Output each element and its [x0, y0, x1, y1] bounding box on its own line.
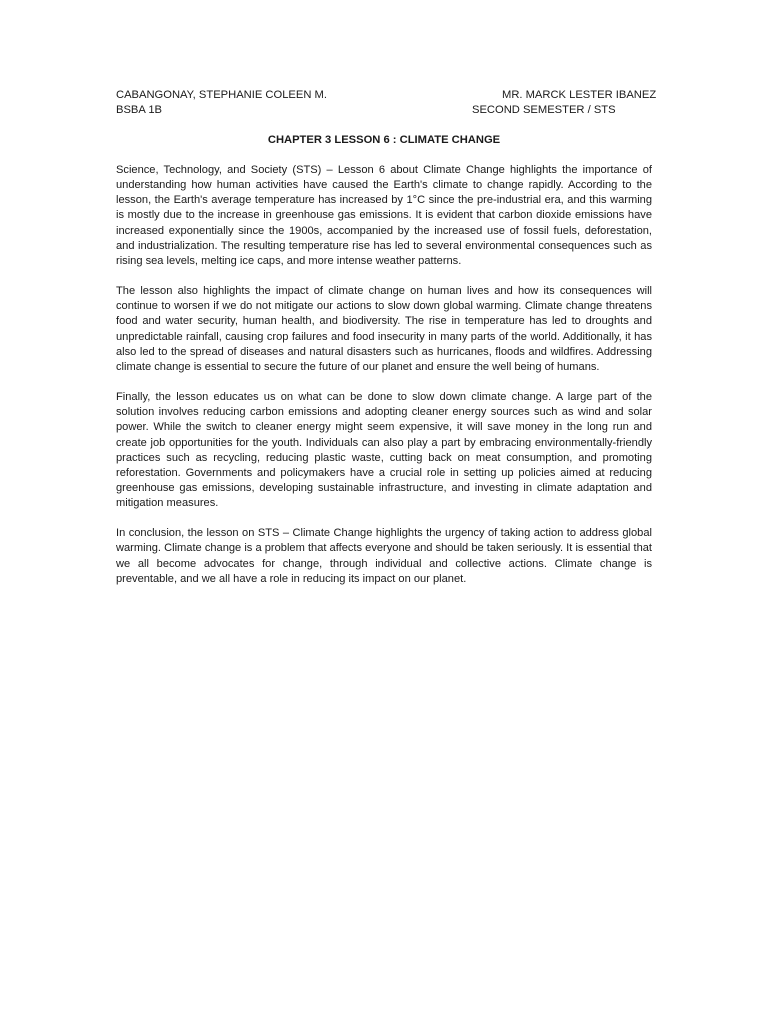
document-body [116, 163, 652, 602]
student-program: BSBA 1B [116, 104, 163, 117]
student-info [116, 88, 416, 118]
paragraph-conclusion: In conclusion, the lesson on STS – Climate Change highlights the urgency of taking action to address global warming. Climate change is a problem that affects everyone and should be taken seriously. It is essential that we all become advocates for change, through individual and collective actions. Climate change is preventable, and we all have a role in reducing its impact on our planet. [116, 527, 652, 585]
course-info [472, 88, 662, 118]
semester-label: SECOND SEMESTER / STS [472, 104, 616, 117]
paragraph-impact: The lesson also highlights the impact of climate change on human lives and how its consequences will continue to worsen if we do not mitigate our actions to slow down global warming. Climate change threatens food and water security, human health, and biodiversity. The rise in temperature has led to droughts and unpredictable rainfall, causing crop failures and food insecurity in many parts of the world. Additionally, it has also led to the spread of diseases and natural disasters such as hurricanes, floods and wildfires. Addressing climate change is essential to secure the future of our planet and ensure the well being of humans. [116, 285, 652, 373]
paragraph-solutions: Finally, the lesson educates us on what can be done to slow down climate change. A large part of the solution involves reducing carbon emissions and adopting cleaner energy sources such as wind and solar power. While the switch to cleaner energy might seem expensive, it will save money in the long run and create job opportunities for the youth. Individuals can also play a part by embracing environmentally-friendly practices such as recycling, reducing plastic waste, cutting back on meat consumption, and promoting reforestation. Governments and policymakers have a crucial role in setting up policies aimed at reducing greenhouse gas emissions, developing sustainable infrastructure, and investing in climate adaptation and mitigation measures. [116, 391, 652, 510]
instructor-name: MR. MARCK LESTER IBANEZ [502, 89, 657, 101]
document-title: CHAPTER 3 LESSON 6 : CLIMATE CHANGE [267, 134, 501, 146]
student-name: CABANGONAY, STEPHANIE COLEEN M. [116, 89, 327, 101]
paragraph-intro: Science, Technology, and Society (STS) – Lesson 6 about Climate Change highlights the importance of understanding how human activities have caused the Earth's climate to change rapidly. According to the lesson, the Earth's average temperature has increased by 1°C since the pre-industrial era, and this warming is mostly due to the increase in greenhouse gas emissions. It is evident that carbon dioxide emissions have increased exponentially since the 1900s, accompanied by the increased use of fossil fuels, deforestation, and industrialization. The resulting temperature rise has led to several environmental consequences such as rising sea levels, melting ice caps, and more intense weather patterns. [116, 164, 652, 267]
